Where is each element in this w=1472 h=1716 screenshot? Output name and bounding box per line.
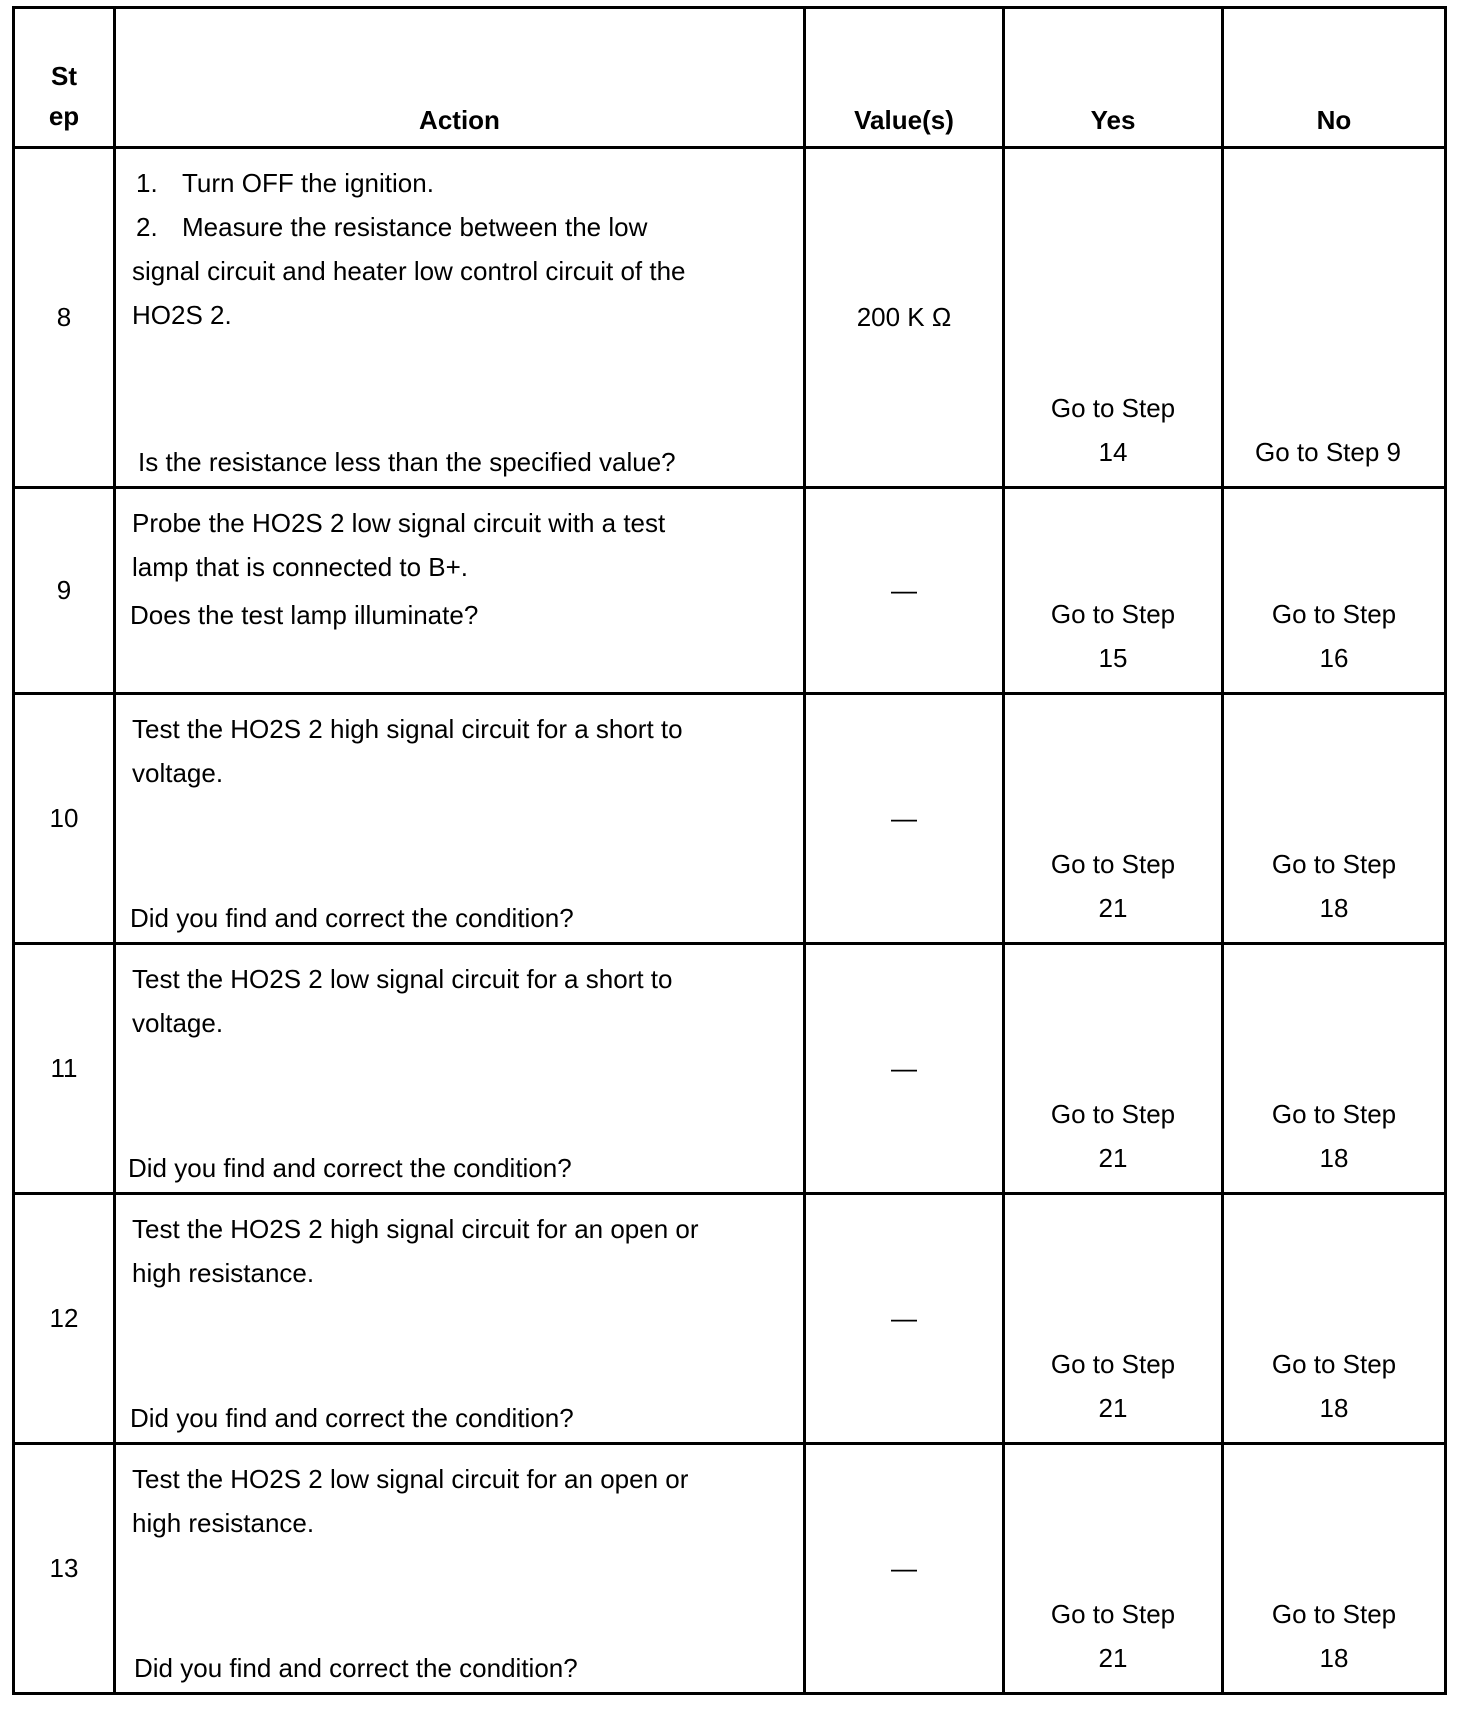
action-text-line: high resistance. — [132, 1508, 315, 1538]
yes-goto-label: Go to Step — [1050, 393, 1176, 423]
no-goto-label: Go to Step 9 — [1255, 437, 1401, 467]
value-cell: — — [805, 944, 1004, 1194]
no-goto-label: Go to Step — [1271, 1349, 1397, 1379]
yes-goto-label: Go to Step — [1050, 599, 1176, 629]
yes-cell — [1004, 944, 1223, 1194]
header-action: Action — [115, 8, 805, 148]
action-text-line: Test the HO2S 2 low signal circuit for a short to — [132, 964, 673, 994]
yes-goto-step: 21 — [1098, 1643, 1128, 1673]
action-text-line: Test the HO2S 2 high signal circuit for an open or — [132, 1214, 699, 1244]
no-goto-label: Go to Step — [1271, 1099, 1397, 1129]
action-text — [132, 707, 793, 795]
value-cell: — — [805, 1194, 1004, 1444]
table-row-step-9 — [14, 488, 1446, 694]
step-number: 11 — [14, 944, 115, 1194]
yes-goto-label: Go to Step — [1050, 1599, 1176, 1629]
action-text-line: Probe the HO2S 2 low signal circuit with a test — [132, 508, 666, 538]
yes-goto-step: 21 — [1098, 1393, 1128, 1423]
action-text-line: voltage. — [132, 1008, 224, 1038]
action-text-line: high resistance. — [132, 1258, 315, 1288]
step-number: 12 — [14, 1194, 115, 1444]
value-cell: — — [805, 694, 1004, 944]
action-text-line: voltage. — [132, 758, 224, 788]
yes-cell — [1004, 694, 1223, 944]
yes-goto-label: Go to Step — [1050, 1349, 1176, 1379]
action-cell — [115, 148, 805, 488]
yes-cell — [1004, 1444, 1223, 1694]
no-cell — [1223, 1444, 1446, 1694]
action-question: Did you find and correct the condition? — [130, 1403, 574, 1433]
no-cell — [1223, 1194, 1446, 1444]
header-row — [14, 8, 1446, 148]
action-text-line: Test the HO2S 2 low signal circuit for an open or — [132, 1464, 689, 1494]
no-goto-step: 18 — [1319, 893, 1349, 923]
no-goto-step: 16 — [1319, 643, 1349, 673]
no-cell — [1223, 694, 1446, 944]
yes-cell — [1004, 488, 1223, 694]
action-text — [132, 1207, 793, 1295]
header-values: Value(s) — [805, 8, 1004, 148]
no-goto-step: 18 — [1319, 1143, 1349, 1173]
action-cell — [115, 1444, 805, 1694]
yes-goto-label: Go to Step — [1050, 1099, 1176, 1129]
action-list — [132, 161, 793, 337]
diagnostic-table — [12, 6, 1447, 1695]
action-text-line: HO2S 2. — [132, 300, 232, 330]
action-question: Did you find and correct the condition? — [130, 903, 574, 933]
yes-goto-step: 14 — [1098, 437, 1128, 467]
action-text-line: Test the HO2S 2 high signal circuit for a short to — [132, 714, 683, 744]
action-text — [132, 1457, 793, 1545]
step-number: 13 — [14, 1444, 115, 1694]
action-text-line: lamp that is connected to B+. — [132, 552, 469, 582]
yes-goto-step: 15 — [1098, 643, 1128, 673]
action-list-item: 2. Measure the resistance between the low — [136, 212, 648, 242]
action-cell — [115, 488, 805, 694]
no-cell — [1223, 944, 1446, 1194]
action-list-item: 1. Turn OFF the ignition. — [136, 168, 434, 198]
no-goto-step: 18 — [1319, 1393, 1349, 1423]
header-step-line2: ep — [48, 101, 80, 131]
header-yes: Yes — [1004, 8, 1223, 148]
header-no: No — [1223, 8, 1446, 148]
step-number: 10 — [14, 694, 115, 944]
no-cell — [1223, 488, 1446, 694]
table-row-step-13 — [14, 1444, 1446, 1694]
action-text-line: signal circuit and heater low control circuit of the — [132, 256, 686, 286]
value-cell: — — [805, 1444, 1004, 1694]
action-cell — [115, 1194, 805, 1444]
action-question: Did you find and correct the condition? — [134, 1653, 578, 1683]
action-cell — [115, 694, 805, 944]
table-row-step-10 — [14, 694, 1446, 944]
step-number: 9 — [14, 488, 115, 694]
header-step — [14, 8, 115, 148]
no-cell — [1223, 148, 1446, 488]
yes-goto-step: 21 — [1098, 1143, 1128, 1173]
table-row-step-8 — [14, 148, 1446, 488]
yes-cell — [1004, 148, 1223, 488]
action-text — [132, 501, 793, 637]
no-goto-label: Go to Step — [1271, 1599, 1397, 1629]
yes-goto-step: 21 — [1098, 893, 1128, 923]
value-cell: — — [805, 488, 1004, 694]
yes-cell — [1004, 1194, 1223, 1444]
value-cell: 200 K Ω — [805, 148, 1004, 488]
yes-goto-label: Go to Step — [1050, 849, 1176, 879]
header-step-line1: St — [51, 61, 77, 91]
step-number: 8 — [14, 148, 115, 488]
table-row-step-11 — [14, 944, 1446, 1194]
table-row-step-12 — [14, 1194, 1446, 1444]
action-question: Did you find and correct the condition? — [128, 1153, 572, 1183]
action-question: Does the test lamp illuminate? — [130, 600, 479, 630]
action-cell — [115, 944, 805, 1194]
no-goto-step: 18 — [1319, 1643, 1349, 1673]
no-goto-label: Go to Step — [1271, 849, 1397, 879]
action-question: Is the resistance less than the specified value? — [138, 447, 676, 477]
action-text — [132, 957, 793, 1045]
no-goto-label: Go to Step — [1271, 599, 1397, 629]
